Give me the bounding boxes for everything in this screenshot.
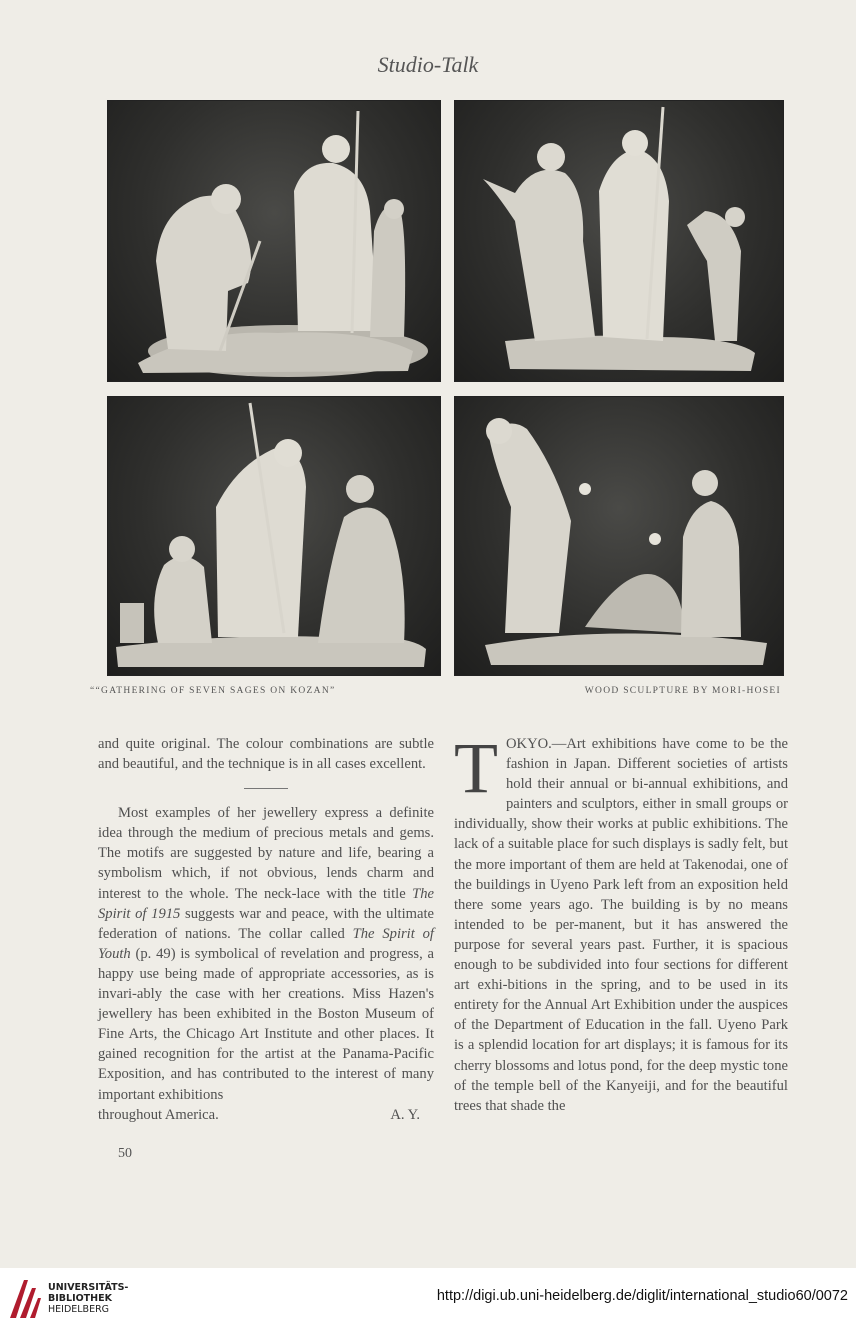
library-logo-icon bbox=[8, 1276, 42, 1320]
sculpture-figures-image bbox=[455, 101, 783, 381]
sculpture-figures-image bbox=[108, 397, 440, 675]
source-url-link[interactable]: http://digi.ub.uni-heidelberg.de/diglit/international_studio60/0072 bbox=[436, 1288, 848, 1304]
sculpture-figures-image bbox=[455, 397, 783, 675]
plate-top-right bbox=[454, 100, 784, 382]
text-run: Most examples of her jewellery express a definite idea through the medium of precious metals and gems. The motifs are suggested by nature and life, bearing a symbolism which, if not obvious, lends charm and interest to the whole. The neck-lace with the title bbox=[98, 805, 434, 902]
paragraph: and quite original. The colour combinations are subtle and beautiful, and the technique is in all cases excellent. bbox=[98, 736, 434, 773]
text-run: suggests war and peace, with the ultimate federation of nations. The collar called bbox=[98, 905, 434, 942]
caption-right: WOOD SCULPTURE BY MORI-HOSEI bbox=[584, 686, 781, 696]
library-footer bbox=[0, 1268, 856, 1329]
left-column bbox=[98, 734, 434, 1125]
right-column bbox=[454, 728, 788, 1116]
section-divider bbox=[244, 788, 288, 789]
author-initials: A. Y. bbox=[390, 1106, 420, 1123]
closing-line bbox=[98, 1105, 434, 1125]
caption-left: ““GATHERING OF SEVEN SAGES ON KOZAN” bbox=[90, 686, 336, 696]
last-line: throughout America. bbox=[98, 1106, 219, 1123]
library-name-line: HEIDELBERG bbox=[48, 1304, 110, 1315]
running-head: Studio-Talk bbox=[377, 52, 479, 77]
drop-cap: T bbox=[454, 728, 498, 808]
page-number: 50 bbox=[118, 1146, 132, 1161]
text-run: OKYO.—Art exhibitions have come to be the fashion in Japan. Different societies of artists hold their annual or bi-annual exhibitions, and painters and sculptors, either in small groups or individually, show their works at public exhibitions. The lack of a suitable place for such displays is sadly felt, but the more important of them are held at Takenodai, one of the buildings in Uyeno Park left from an exposition held there some years ago. The building is by no means intended to be per-manent, but it has answered the purpose for several years past. Further, it is spacious enough to be subdivided into four sections for different art exhi-bitions in the spring, and to be used in its entirety for the Annual Art Exhibition under the auspices of the Department of Education in the fall. Uyeno Park is a splendid location for art displays; it is famous for its cherry blossoms and lotus pond, for the deep mystic tone of the temple bell of the Kanyeiji, and for the beautiful trees that shade the bbox=[454, 736, 788, 1114]
plate-top-left bbox=[107, 100, 441, 382]
library-name bbox=[48, 1282, 128, 1315]
library-name-line: BIBLIOTHEK bbox=[48, 1293, 112, 1304]
work-title: The Spirit of 1915 bbox=[98, 885, 434, 922]
work-title: The Spirit of Youth bbox=[98, 925, 434, 962]
plate-bottom-left bbox=[107, 396, 441, 676]
library-name-line: UNIVERSITÄTS- bbox=[48, 1282, 129, 1293]
plate-bottom-right bbox=[454, 396, 784, 676]
paragraph bbox=[98, 803, 434, 1104]
sculpture-figures-image bbox=[108, 101, 440, 381]
text-run: (p. 49) is symbolical of revelation and progress, a happy use being made of appropriate accessories, as is invari-ably the case with her creations. Miss Hazen's jewellery has been exhibited in the Boston Museum of Fine Arts, the Chicago Art Institute and other places. It gained recognition for the artist at the Panama-Pacific Exposition, and has contributed to the interest of many important exhibitions bbox=[98, 945, 434, 1103]
paragraph bbox=[454, 728, 788, 1116]
